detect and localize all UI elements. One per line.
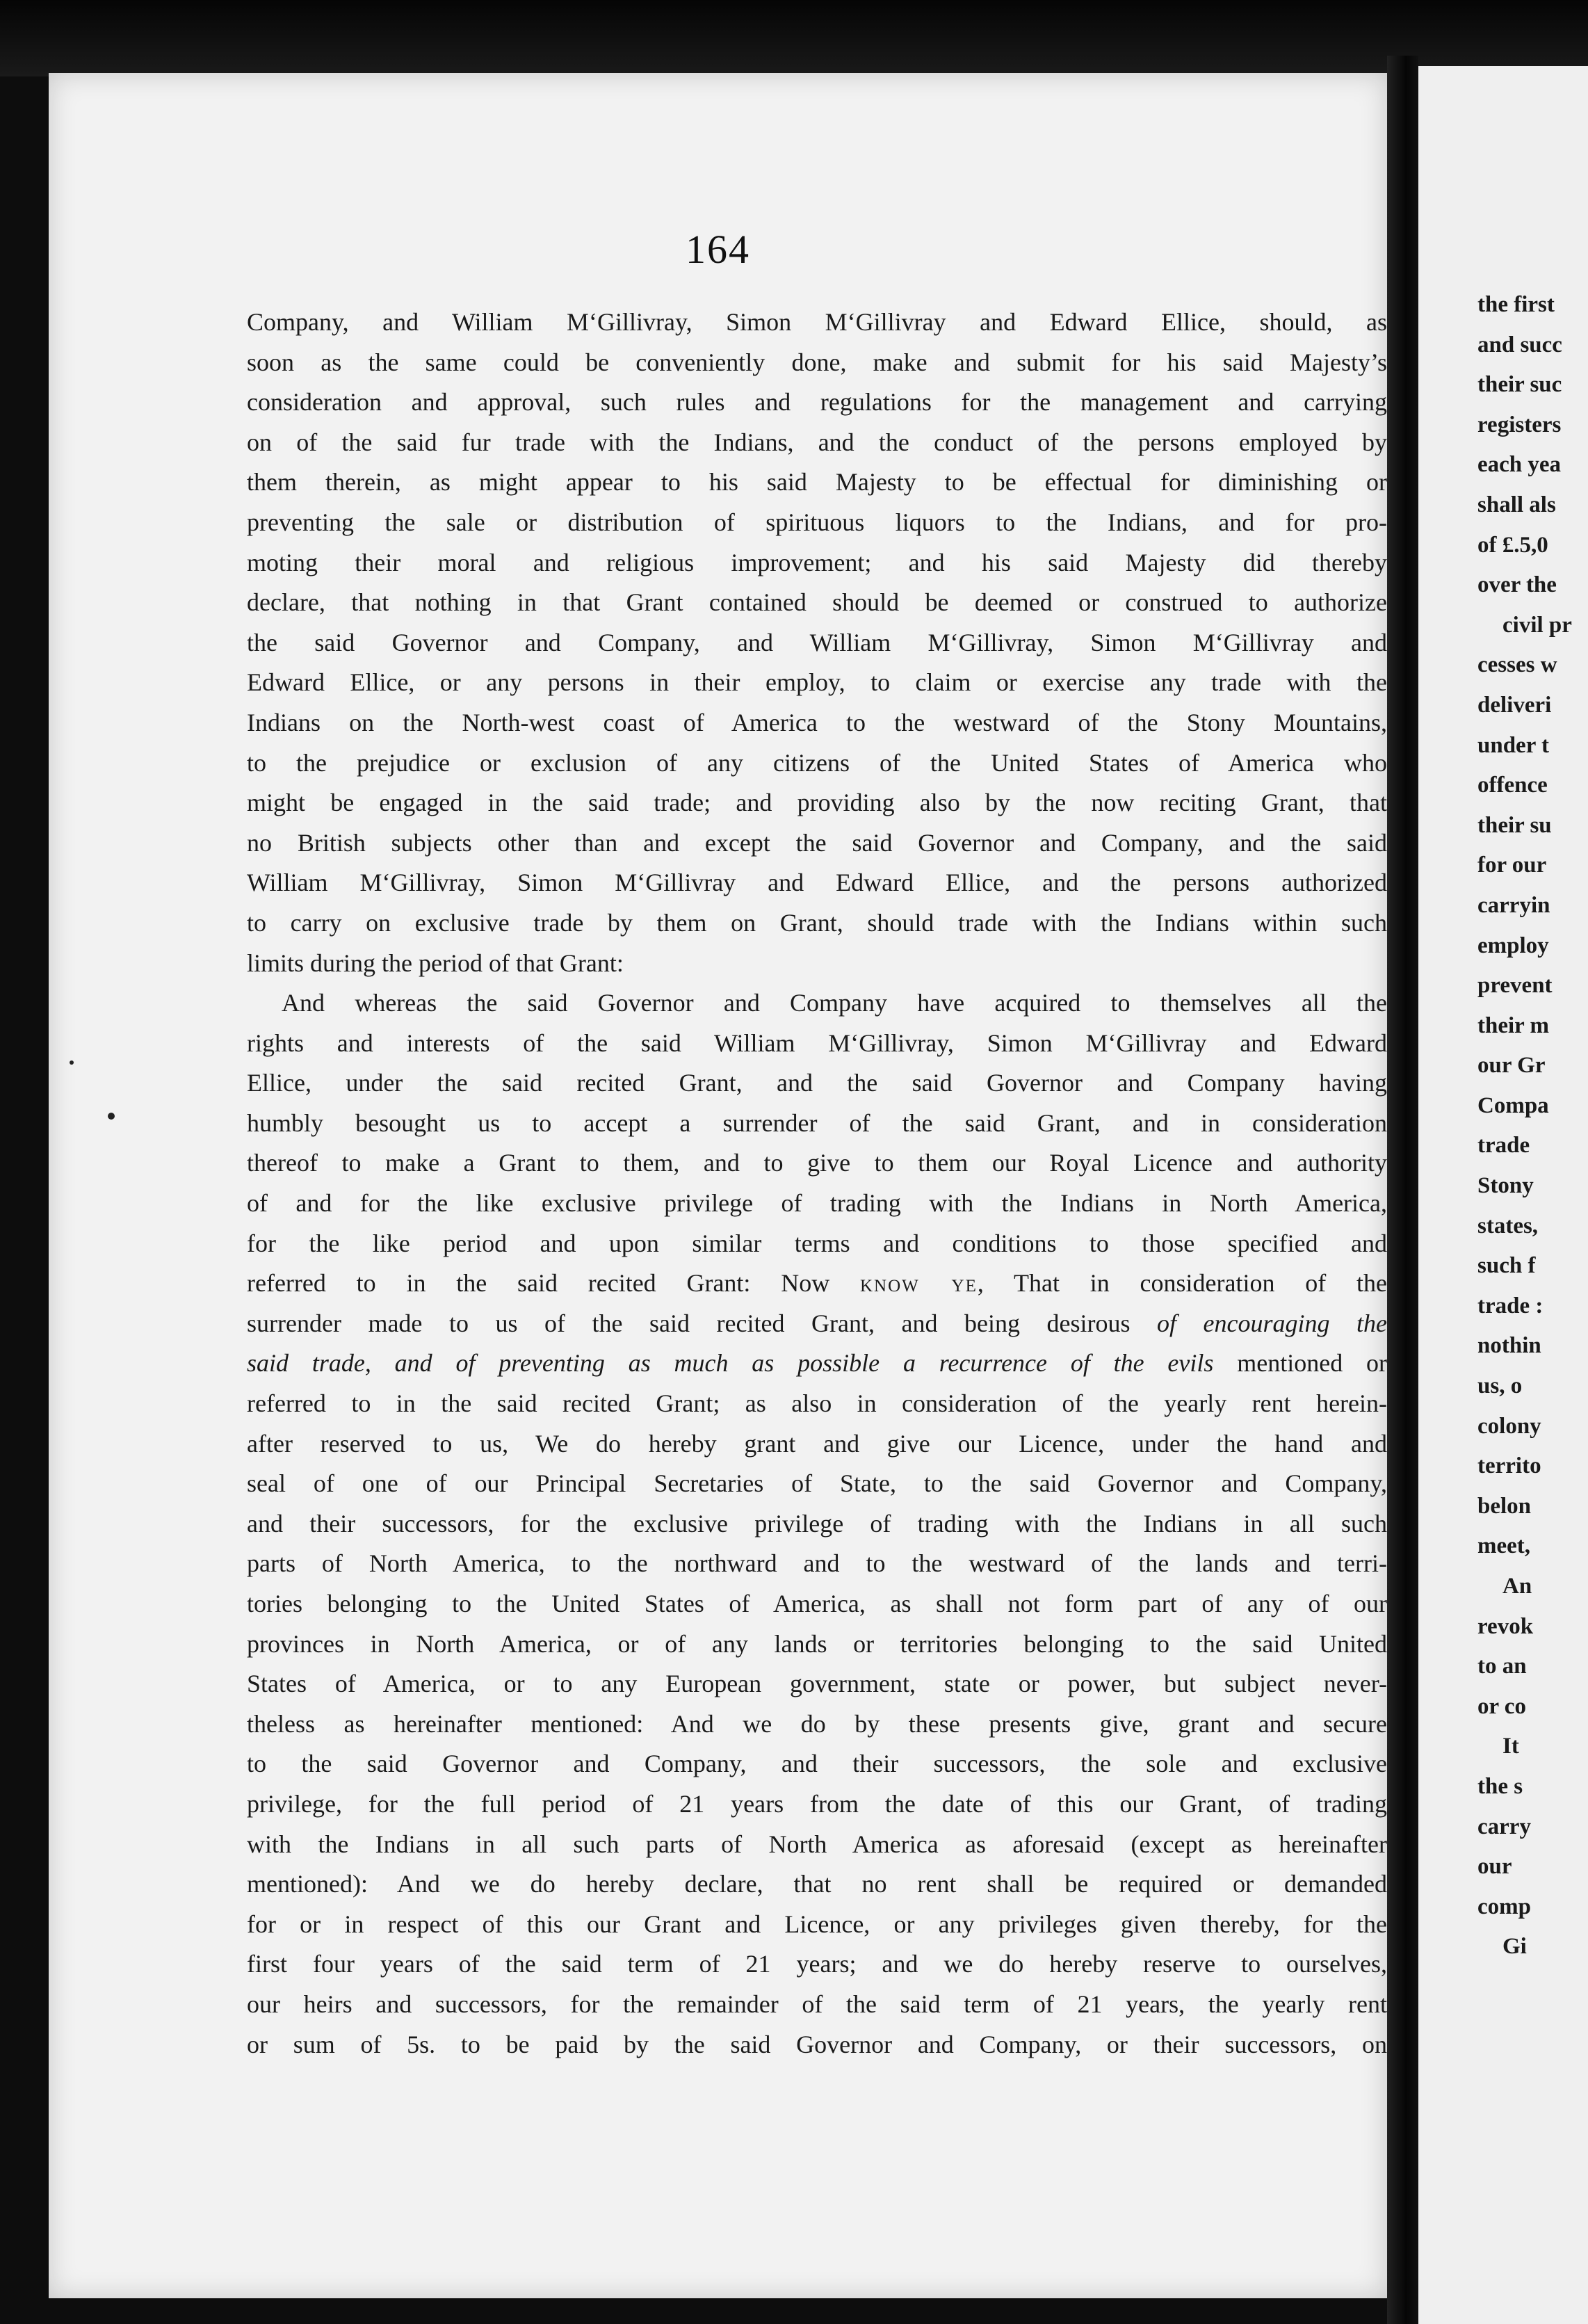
text-line: of and for the like exclusive privilege of trading with the Indians in North America, xyxy=(247,1189,1387,1218)
text-segment: , That in consideration of the xyxy=(977,1269,1387,1298)
text-line: them therein, as might appear to his said Majesty to be effectual for diminishing or xyxy=(247,468,1387,497)
text-line: limits during the period of that Grant: xyxy=(247,949,624,977)
left-page xyxy=(49,73,1387,2298)
text-line: carryin xyxy=(1477,892,1550,918)
text-line: no British subjects other than and except the said Governor and Company, and the said xyxy=(247,828,1387,857)
text-line: for the like period and upon similar terms and conditions to those specified and xyxy=(247,1229,1387,1257)
body-text xyxy=(247,302,1387,2065)
text-line: States of America, or to any European government, state or power, but subject never- xyxy=(247,1670,1387,1698)
text-line: or sum of 5s. to be paid by the said Governor and Company, or their successors, on xyxy=(247,2030,1387,2058)
book-gutter xyxy=(1387,56,1418,2324)
text-line: privilege, for the full period of 21 years from the date of this our Grant, of trading xyxy=(247,1789,1387,1818)
text-line: of £.5,0 xyxy=(1477,532,1548,558)
text-line: our Gr xyxy=(1477,1053,1546,1079)
text-line: over the xyxy=(1477,572,1557,598)
text-line: our heirs and successors, for the remainder of the said term of 21 years, the yearly rent xyxy=(247,1990,1387,2018)
text-line: their su xyxy=(1477,812,1552,838)
text-line: cesses w xyxy=(1477,652,1557,678)
text-line: to the prejudice or exclusion of any citizens of the United States of America who xyxy=(247,748,1387,777)
text-line: the s xyxy=(1477,1773,1523,1799)
text-line: states, xyxy=(1477,1213,1539,1238)
right-page-fragment xyxy=(1418,66,1588,2324)
text-line xyxy=(247,1343,1387,1384)
text-line: each yea xyxy=(1477,452,1562,478)
text-line: for or in respect of this our Grant and Licence, or any privileges given thereby, for the xyxy=(247,1910,1387,1938)
text-line: for our xyxy=(1477,853,1547,878)
text-line: with the Indians in all such parts of North America as aforesaid (except as hereinafter xyxy=(247,1830,1387,1858)
text-line: revok xyxy=(1477,1613,1534,1639)
text-line: moting their moral and religious improvement; and his said Majesty did thereby xyxy=(247,548,1387,576)
text-line: our xyxy=(1477,1854,1512,1880)
text-line: declare, that nothing in that Grant contained should be deemed or construed to authorize xyxy=(247,588,1387,617)
text-line: prevent xyxy=(1477,973,1553,999)
text-line xyxy=(247,1304,1387,1344)
text-line: Edward Ellice, or any persons in their employ, to claim or exercise any trade with the xyxy=(247,668,1387,697)
text-line: their m xyxy=(1477,1012,1549,1038)
text-line: deliveri xyxy=(1477,692,1552,718)
text-line: Gi xyxy=(1502,1934,1527,1960)
text-line: Indians on the North-west coast of America to the westward of the Stony Mountains, xyxy=(247,708,1387,736)
text-line: tories belonging to the United States of America, as shall not form part of any of our xyxy=(247,1590,1387,1617)
italic-text: said trade, and of preventing as much as possible a recurrence of the evils xyxy=(247,1349,1214,1378)
text-line: might be engaged in the said trade; and providing also by the now reciting Grant, that xyxy=(247,789,1387,817)
text-line: us, o xyxy=(1477,1373,1523,1399)
text-segment: mentioned or xyxy=(1213,1349,1387,1378)
text-line: territo xyxy=(1477,1453,1541,1479)
ink-speck xyxy=(70,1060,74,1065)
text-line: after reserved to us, We do hereby grant and give our Licence, under the hand and xyxy=(247,1429,1387,1458)
text-segment: surrender made to us of the said recited Grant, and being desirous xyxy=(247,1309,1157,1337)
text-line: parts of North America, to the northward and to the westward of the lands and terri- xyxy=(247,1549,1387,1578)
text-line: their suc xyxy=(1477,372,1562,398)
text-line: And whereas the said Governor and Company have acquired to themselves all the xyxy=(282,989,1387,1017)
text-line: trade : xyxy=(1477,1293,1544,1318)
text-line: It xyxy=(1502,1734,1519,1759)
italic-text: of encouraging the xyxy=(1157,1309,1387,1337)
text-line: thereof to make a Grant to them, and to give to them our Royal Licence and authority xyxy=(247,1149,1387,1177)
text-line xyxy=(247,1264,1387,1304)
text-line: mentioned): And we do hereby declare, that no rent shall be required or demanded xyxy=(247,1870,1387,1898)
text-line: the first xyxy=(1477,292,1555,317)
text-line: civil pr xyxy=(1502,612,1572,638)
text-line: such f xyxy=(1477,1253,1536,1279)
small-caps-text: know ye xyxy=(860,1269,978,1298)
text-line: to carry on exclusive trade by them on Grant, should trade with the Indians within such xyxy=(247,908,1387,937)
text-line: comp xyxy=(1477,1894,1531,1919)
page-number: 164 xyxy=(686,227,750,272)
text-line: consideration and approval, such rules and regulations for the management and carrying xyxy=(247,388,1387,417)
text-line: shall als xyxy=(1477,492,1556,517)
text-line: colony xyxy=(1477,1413,1541,1439)
text-line: nothin xyxy=(1477,1333,1541,1359)
text-line: An xyxy=(1502,1574,1532,1599)
text-segment: referred to in the said recited Grant: Now xyxy=(247,1269,860,1298)
text-line: employ xyxy=(1477,933,1549,958)
text-line: carry xyxy=(1477,1814,1531,1839)
text-line: offence xyxy=(1477,773,1548,798)
text-line: trade xyxy=(1477,1133,1530,1159)
text-line: meet, xyxy=(1477,1533,1531,1559)
ink-speck xyxy=(108,1113,115,1120)
text-line: the said Governor and Company, and William M‘Gillivray, Simon M‘Gillivray and xyxy=(247,628,1387,656)
top-scan-shadow xyxy=(0,0,1588,76)
text-line: Company, and William M‘Gillivray, Simon M‘Gillivray and Edward Ellice, should, as xyxy=(247,308,1387,336)
text-line: and their successors, for the exclusive privilege of trading with the Indians in all such xyxy=(247,1509,1387,1538)
text-line: humbly besought us to accept a surrender of the said Grant, and in consideration xyxy=(247,1108,1387,1137)
text-line: William M‘Gillivray, Simon M‘Gillivray and Edward Ellice, and the persons authorized xyxy=(247,869,1387,897)
text-line: provinces in North America, or of any lands or territories belonging to the said United xyxy=(247,1629,1387,1658)
text-line: under t xyxy=(1477,732,1549,758)
right-page-text xyxy=(1477,285,1588,1967)
text-line: belon xyxy=(1477,1493,1532,1519)
text-line: Ellice, under the said recited Grant, and the said Governor and Company having xyxy=(247,1069,1387,1097)
text-line: preventing the sale or distribution of spirituous liquors to the Indians, and for pro- xyxy=(247,508,1387,536)
text-line: rights and interests of the said William M‘Gillivray, Simon M‘Gillivray and Edward xyxy=(247,1028,1387,1057)
text-line: on of the said fur trade with the Indians, and the conduct of the persons employed by xyxy=(247,428,1387,456)
text-line: registers xyxy=(1477,412,1562,437)
text-line: and succ xyxy=(1477,332,1562,357)
text-line: soon as the same could be conveniently done, make and submit for his said Majesty’s xyxy=(247,348,1387,376)
text-line: theless as hereinafter mentioned: And we do by these presents give, grant and secure xyxy=(247,1709,1387,1738)
text-line: Stony xyxy=(1477,1173,1534,1199)
text-line: or co xyxy=(1477,1693,1526,1719)
text-line: seal of one of our Principal Secretaries of State, to the said Governor and Company, xyxy=(247,1469,1387,1498)
text-line: first four years of the said term of 21 years; and we do hereby reserve to ourselves, xyxy=(247,1950,1387,1978)
text-line: Compa xyxy=(1477,1092,1549,1118)
text-line: referred to in the said recited Grant; as also in consideration of the yearly rent herein- xyxy=(247,1389,1387,1418)
text-line: to the said Governor and Company, and their successors, the sole and exclusive xyxy=(247,1750,1387,1778)
text-line: to an xyxy=(1477,1654,1527,1679)
